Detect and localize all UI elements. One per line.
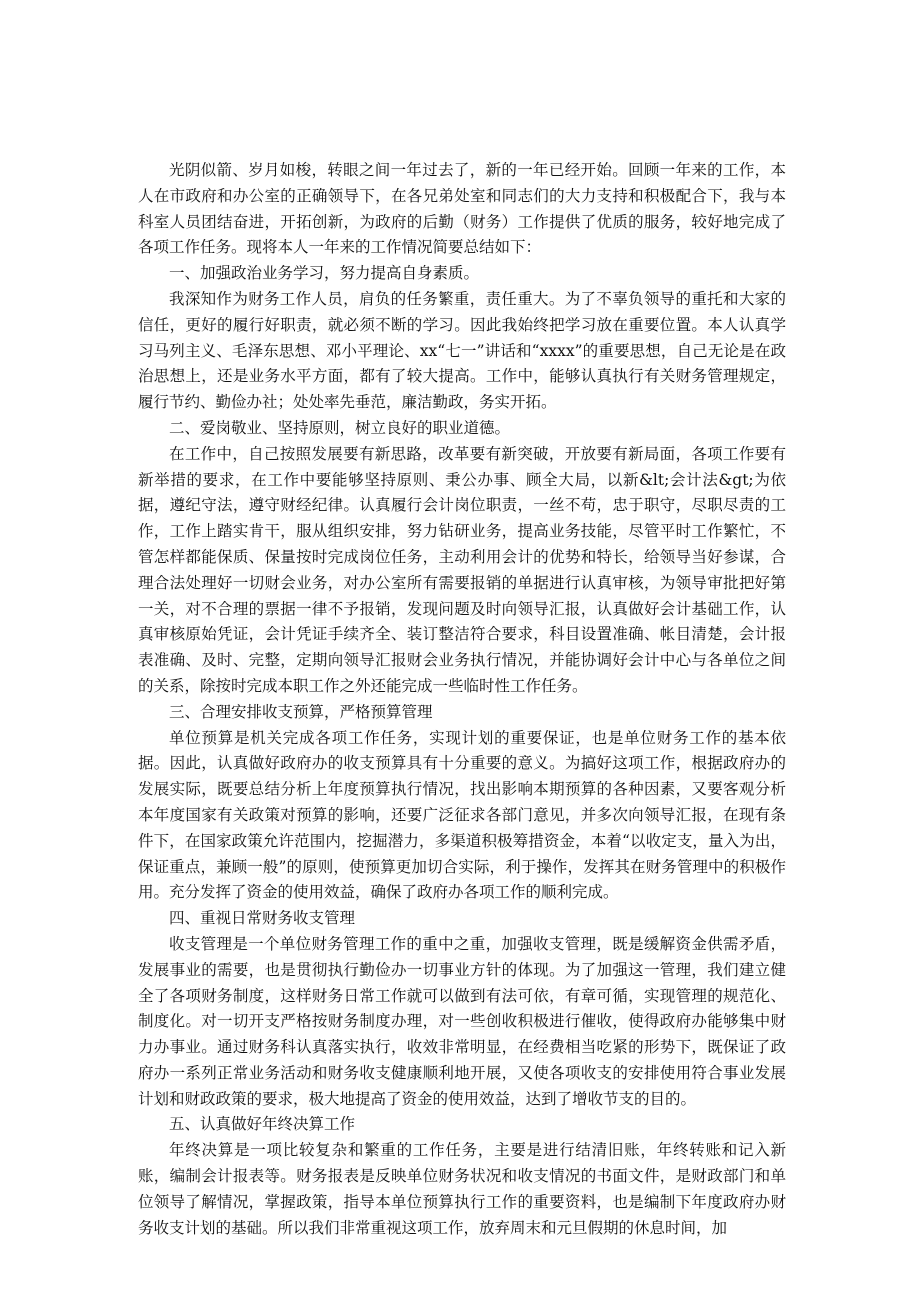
section-heading-1: 一、加强政治业务学习，努力提高自身素质。 bbox=[169, 264, 480, 283]
section-heading-4: 四、重视日常财务收支管理 bbox=[169, 909, 356, 928]
section-heading-5: 五、认真做好年终决算工作 bbox=[169, 1115, 356, 1134]
section-body-3: 单位预算是机关完成各项工作任务，实现计划的重要保证，也是单位财务工作的基本依据。因此，认真做好政府办的收支预算具有十分重要的意义。为搞好这项工作，根据政府办的发展实际，既要总结分析上年度预算执行情况，找出影响本期预算的各种因素，又要客观分析本年度国家有关政策对预算的影响，还要广泛征求各部门意见，并多次向领导汇报，在现有条件下，在国家政策允许范围内，挖掘潜力，多渠道积极筹措资金，本着“以收定支，量入为出，保证重点，兼顾一般”的原则，使预算更加切合实际，利于操作，发挥其在财务管理中的积极作用。充分发挥了资金的使用效益，确保了政府办各项工作的顺利完成。 bbox=[138, 728, 786, 902]
section-body-2: 在工作中，自己按照发展要有新思路，改革要有新突破，开放要有新局面，各项工作要有新举措的要求，在工作中要能够坚持原则、秉公办事、顾全大局，以新&lt;会计法&gt;为依据，遵纪守法，遵守财经纪律。认真履行会计岗位职责，一丝不苟，忠于职守，尽职尽责的工作，工作上踏实肯干，服从组织安排，努力钻研业务，提高业务技能，尽管平时工作繁忙，不管怎样都能保质、保量按时完成岗位任务，主动利用会计的优势和特长，给领导当好参谋，合理合法处理好一切财会业务，对办公室所有需要报销的单据进行认真审核，为领导审批把好第一关，对不合理的票据一律不予报销，发现问题及时向领导汇报，认真做好会计基础工作，认真审核原始凭证，会计凭证手续齐全、装订整洁符合要求，科目设置准确、帐目清楚，会计报表准确、及时、完整，定期向领导汇报财会业务执行情况，并能协调好会计中心与各单位之间的关系，除按时完成本职工作之外还能完成一些临时性工作任务。 bbox=[138, 444, 786, 695]
section-body-5: 年终决算是一项比较复杂和繁重的工作任务，主要是进行结清旧账，年终转账和记入新账，编制会计报表等。财务报表是反映单位财务状况和收支情况的书面文件，是财政部门和单位领导了解情况，掌握政策，指导本单位预算执行工作的重要资料，也是编制下年度政府办财务收支计划的基础。所以我们非常重视这项工作，放弃周末和元旦假期的休息时间，加 bbox=[138, 1141, 786, 1237]
section-body-1: 我深知作为财务工作人员，肩负的任务繁重，责任重大。为了不辜负领导的重托和大家的信任，更好的履行好职责，就必须不断的学习。因此我始终把学习放在重要位置。本人认真学习马列主义、毛泽东思想、邓小平理论、xx“七一”讲话和“xxxx”的重要思想，自己无论是在政治思想上，还是业务水平方面，都有了较大提高。工作中，能够认真执行有关财务管理规定，履行节约、勤俭办社；处处率先垂范，廉洁勤政，务实开拓。 bbox=[138, 289, 786, 412]
section-body-4: 收支管理是一个单位财务管理工作的重中之重，加强收支管理，既是缓解资金供需矛盾，发展事业的需要，也是贯彻执行勤俭办一切事业方针的体现。为了加强这一管理，我们建立健全了各项财务制度，这样财务日常工作就可以做到有法可依，有章可循，实现管理的规范化、制度化。对一切开支严格按财务制度办理，对一些创收积极进行催收，使得政府办能够集中财力办事业。通过财务科认真落实执行，收效非常明显，在经费相当吃紧的形势下，既保证了政府办一系列正常业务活动和财务收支健康顺利地开展，又使各项收支的安排使用符合事业发展计划和财政政策的要求，极大地提高了资金的使用效益，达到了增收节支的目的。 bbox=[138, 934, 786, 1108]
document-body bbox=[138, 158, 786, 1241]
section-heading-3: 三、合理安排收支预算，严格预算管理 bbox=[169, 702, 433, 721]
intro-paragraph: 光阴似箭、岁月如梭，转眼之间一年过去了，新的一年已经开始。回顾一年来的工作，本人在市政府和办公室的正确领导下，在各兄弟处室和同志们的大力支持和积极配合下，我与本科室人员团结奋进，开拓创新，为政府的后勤（财务）工作提供了优质的服务，较好地完成了各项工作任务。现将本人一年来的工作情况简要总结如下： bbox=[138, 161, 786, 257]
section-heading-2: 二、爱岗敬业、坚持原则，树立良好的职业道德。 bbox=[169, 418, 511, 437]
